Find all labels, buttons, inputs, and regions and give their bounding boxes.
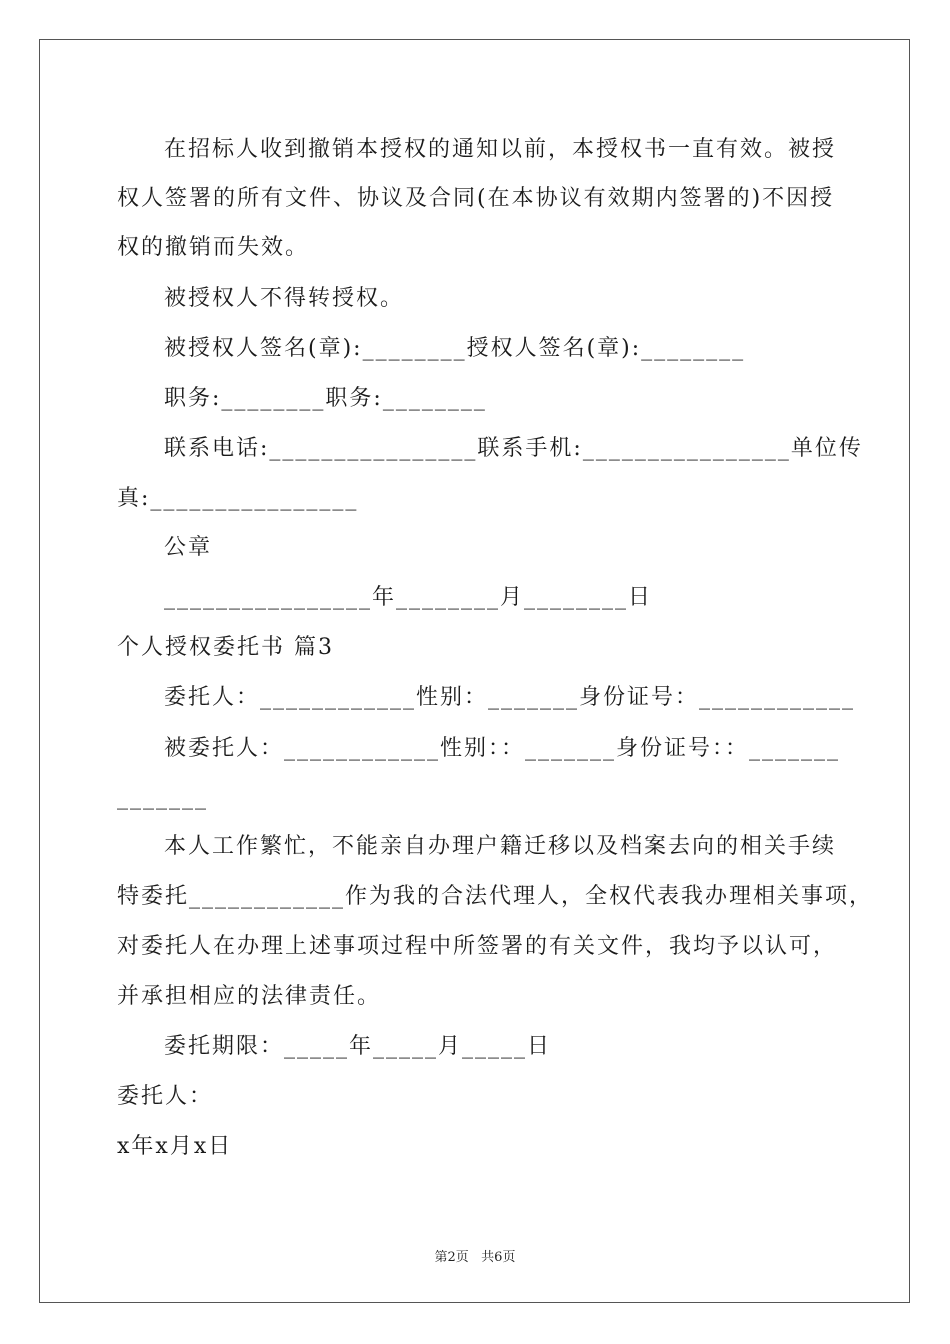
seal-label: 公章 [164, 535, 213, 560]
date-line: ________________年________月________日 [164, 585, 653, 610]
page-footer: 第2页 共6页 [434, 1250, 516, 1265]
page-frame [39, 39, 910, 1303]
principal-line: 委托人：____________性别：_______身份证号：____________ [164, 685, 856, 710]
paragraph-line: 对委托人在办理上述事项过程中所签署的有关文件，我均予以认可， [117, 934, 838, 959]
position-line: 职务:________职务:________ [164, 386, 487, 411]
paragraph-line: 并承担相应的法律责任。 [117, 984, 382, 1009]
section-title: 个人授权委托书 篇3 [117, 635, 334, 660]
paragraph-line: 本人工作繁忙，不能亲自办理户籍迁移以及档案去向的相关手续 [164, 834, 837, 859]
paragraph-line: 权人签署的所有文件、协议及合同(在本协议有效期内签署的)不因授 [117, 186, 835, 211]
contact-line: 真:________________ [117, 486, 359, 511]
term-line: 委托期限：_____年_____月_____日 [164, 1034, 552, 1059]
agent-line: 被委托人：____________性别：：_______身份证号：：_______ [164, 736, 841, 761]
paragraph-line: 被授权人不得转授权。 [164, 286, 405, 311]
paragraph-line: 特委托____________作为我的合法代理人，全权代表我办理相关事项， [117, 884, 874, 909]
paragraph-line: 在招标人收到撤销本授权的通知以前，本授权书一直有效。被授 [164, 137, 837, 162]
principal-signature-label: 委托人： [117, 1084, 214, 1109]
agent-line-continuation: _______ [117, 785, 208, 810]
signature-date: x年x月x日 [117, 1134, 233, 1159]
paragraph-line: 权的撤销而失效。 [117, 235, 310, 260]
signature-line: 被授权人签名(章):________授权人签名(章):________ [164, 336, 746, 361]
contact-line: 联系电话:________________联系手机:________________单位传 [164, 436, 863, 461]
